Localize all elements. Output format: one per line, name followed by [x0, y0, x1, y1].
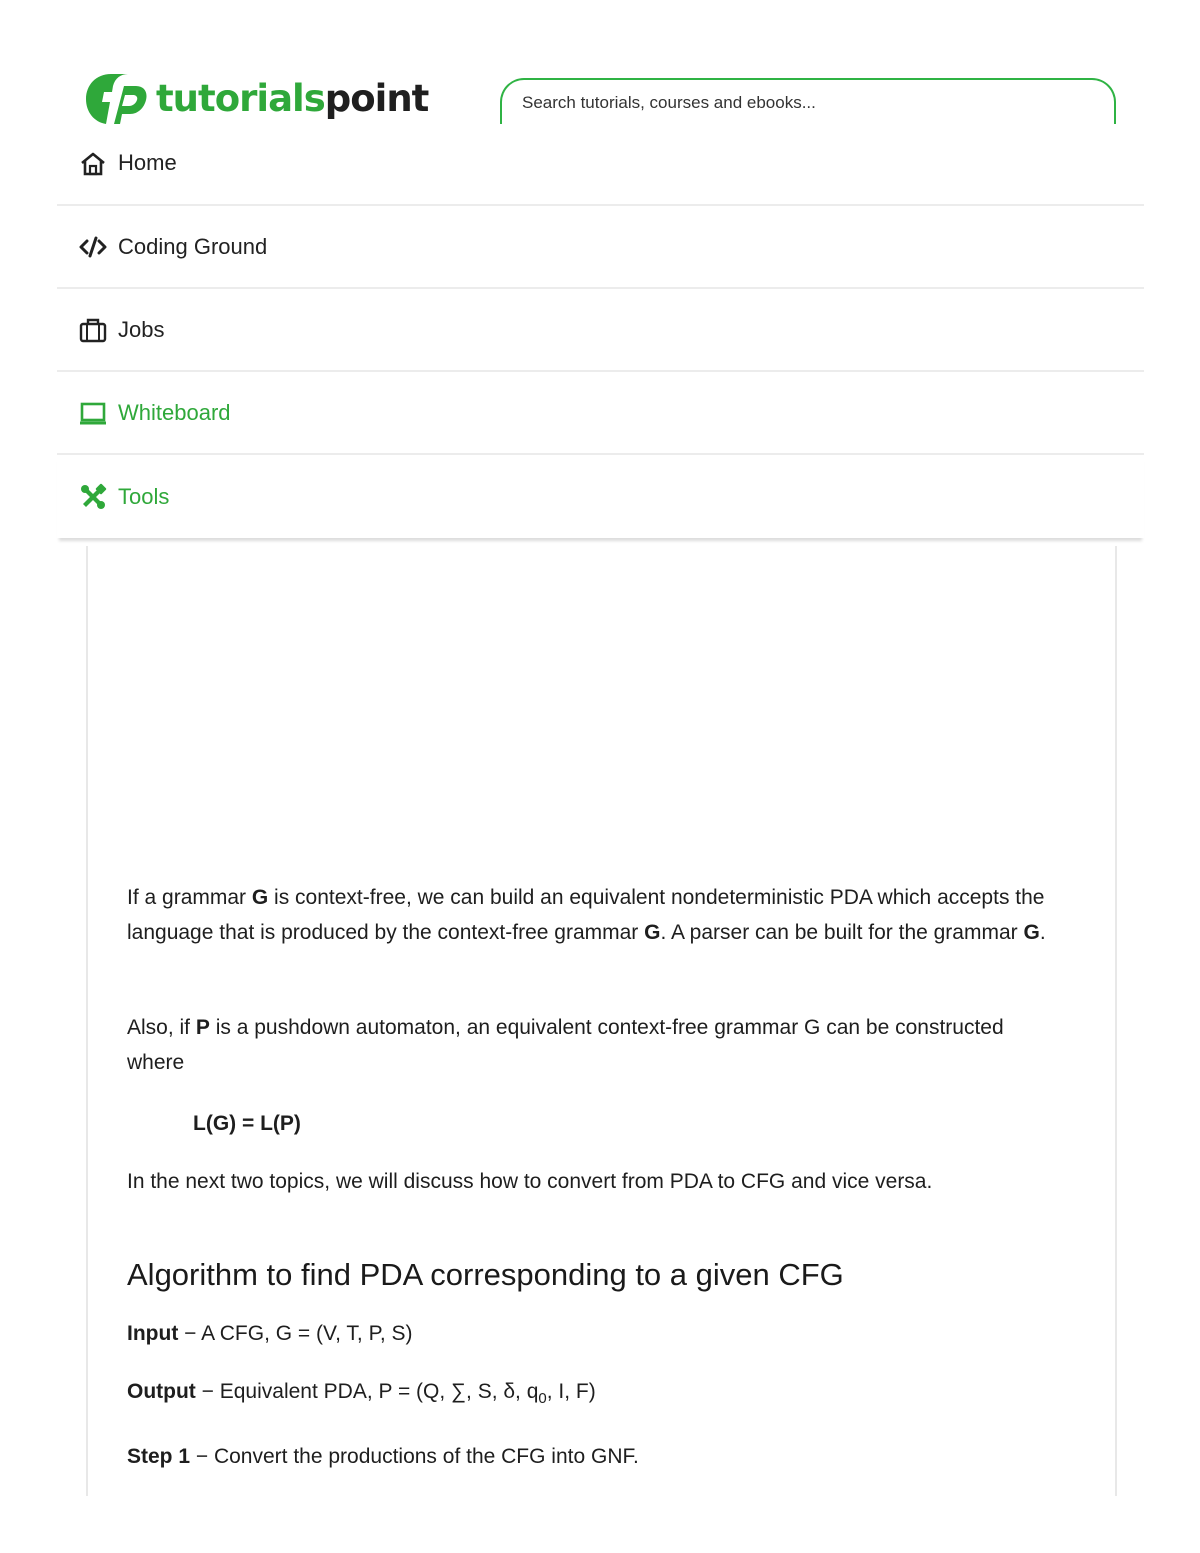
text: . — [1039, 921, 1046, 944]
home-icon — [79, 150, 107, 178]
paragraph-intro — [127, 880, 1047, 950]
subscript: 0 — [538, 1390, 547, 1408]
nav-item-home[interactable] — [57, 124, 1144, 206]
paragraph-pda — [127, 1010, 1047, 1080]
nav-item-label: Tools — [118, 483, 170, 509]
tutorialspoint-logo-icon — [84, 72, 148, 126]
step-text: − Convert the productions of the CFG into GNF. — [190, 1445, 639, 1468]
briefcase-icon — [79, 316, 107, 344]
paragraph-next-topics: In the next two topics, we will discuss how to convert from PDA to CFG and vice versa. — [127, 1170, 933, 1193]
nav-item-whiteboard[interactable] — [57, 372, 1144, 455]
text: Also, if — [127, 1016, 196, 1039]
tools-icon — [79, 483, 107, 511]
search-input[interactable] — [522, 90, 1082, 116]
nav-item-label: Coding Ground — [118, 233, 268, 259]
text: is a pushdown automaton, an equivalent context-free grammar G can be constructed where — [127, 1016, 1004, 1074]
code-icon — [79, 233, 107, 261]
brand-name-part1: tutorials — [156, 77, 325, 120]
nav-item-jobs[interactable] — [57, 289, 1144, 372]
algorithm-step-1 — [127, 1439, 639, 1474]
whiteboard-icon — [79, 399, 107, 427]
output-text: − Equivalent PDA, P = (Q, ∑, S, δ, q — [195, 1380, 539, 1403]
nav-menu — [57, 124, 1144, 538]
algorithm-input — [127, 1316, 413, 1351]
nav-item-coding-ground[interactable] — [57, 206, 1144, 289]
section-heading: Algorithm to find PDA corresponding to a given CFG — [127, 1257, 844, 1292]
text: If a grammar — [127, 886, 252, 909]
grammar-symbol: G — [644, 921, 661, 944]
brand-name-part2: point — [324, 77, 429, 120]
algorithm-output — [127, 1374, 596, 1409]
nav-item-tools[interactable] — [57, 455, 1144, 538]
output-text: , I, F) — [546, 1380, 596, 1403]
grammar-symbol: G — [1023, 921, 1040, 944]
text: . A parser can be built for the grammar — [660, 921, 1024, 944]
grammar-symbol: G — [251, 886, 269, 909]
nav-item-label: Whiteboard — [118, 399, 231, 425]
pda-symbol: P — [195, 1016, 210, 1039]
input-text: − A CFG, G = (V, T, P, S) — [178, 1322, 413, 1345]
output-label: Output — [127, 1380, 196, 1403]
search-box — [500, 78, 1116, 124]
formula: L(G) = L(P) — [193, 1112, 301, 1135]
nav-item-label: Jobs — [118, 316, 165, 342]
text: is context-free, we can build an equivalent nondeterministic PDA which accepts the language that is produced by the context-free grammar — [127, 886, 1045, 944]
step-label: Step 1 — [127, 1445, 191, 1468]
input-label: Input — [127, 1322, 179, 1345]
brand-name — [156, 72, 428, 126]
nav-item-label: Home — [118, 150, 177, 175]
logo[interactable] — [84, 72, 428, 126]
